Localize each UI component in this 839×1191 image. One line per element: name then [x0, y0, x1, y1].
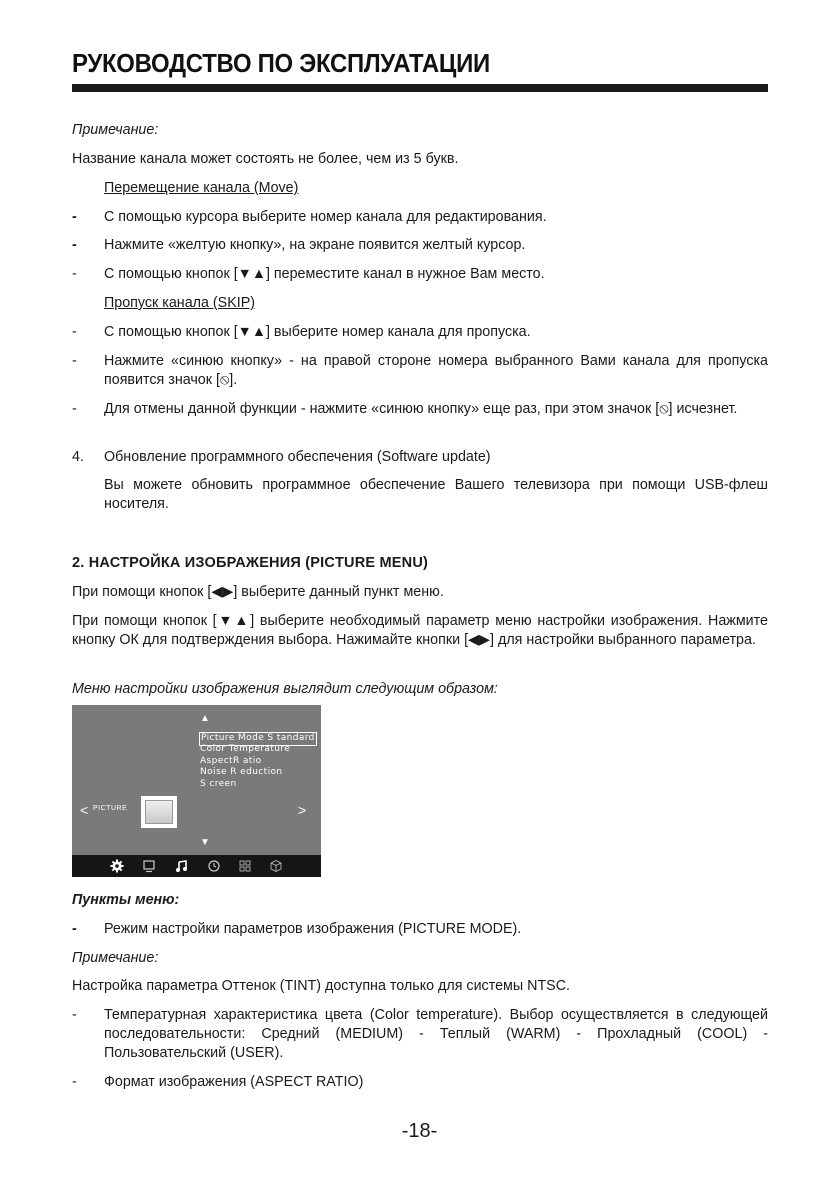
bullet: - — [72, 237, 77, 253]
bullet: - — [72, 1074, 77, 1090]
item4-title: Обновление программного обеспечения (Software update) — [104, 449, 491, 465]
list-item: Формат изображения (ASPECT RATIO) — [104, 1074, 364, 1090]
list-item: Для отмены данной функции - нажмите «синюю кнопку» еще раз, при этом значок [⦸] исчезнет. — [104, 401, 738, 417]
bullet: - — [72, 353, 77, 369]
list-item: Нажмите «желтую кнопку», на экране появится желтый курсор. — [104, 237, 526, 253]
section-paragraph: При помощи кнопок [◀▶] выберите данный пункт меню. — [72, 584, 444, 600]
header-rule — [72, 84, 768, 92]
bullet: - — [72, 1007, 77, 1023]
list-item: С помощью курсора выберите номер канала для редактирования. — [104, 209, 547, 225]
page-number: -18- — [401, 1120, 438, 1142]
list-item: С помощью кнопок [▼▲] переместите канал в нужное Вам место. — [104, 266, 545, 282]
gear-icon — [110, 859, 124, 873]
cube-icon — [269, 859, 283, 873]
left-arrow-icon: < — [80, 802, 89, 818]
menu-item-picture-mode: Picture Mode S tandard — [199, 732, 317, 746]
section-title: 2. НАСТРОЙКА ИЗОБРАЖЕНИЯ (PICTURE MENU) — [72, 555, 429, 571]
note-text: Настройка параметра Оттенок (TINT) доступна только для системы NTSC. — [72, 978, 571, 994]
menu-points-title: Пункты меню: — [72, 892, 180, 908]
skip-subtitle: Пропуск канала (SKIP) — [104, 295, 256, 311]
menu-icon-bar — [72, 855, 321, 877]
picture-menu-screenshot — [72, 705, 321, 877]
picture-label: PICTURE — [93, 805, 128, 812]
note-label: Примечание: — [72, 122, 159, 138]
right-arrow-icon: > — [298, 802, 307, 818]
bullet: - — [72, 401, 77, 417]
music-icon — [175, 859, 189, 873]
list-item: С помощью кнопок [▼▲] выберите номер канала для пропуска. — [104, 324, 531, 340]
picture-thumbnail-inner — [145, 800, 173, 824]
down-arrow-icon: ▼ — [200, 837, 210, 848]
note-text: Название канала может состоять не более, чем из 5 букв. — [72, 151, 459, 167]
menu-item-aspect-ratio: AspectR atio — [200, 755, 262, 766]
list-item: Температурная характеристика цвета (Color temperature). Выбор осуществляется в следующей последовательности: Средний (MEDIUM) - Теплый (WARM) - Прохладный (COOL) - Пользовательский (USER). — [104, 1007, 768, 1061]
bullet: - — [72, 209, 77, 225]
menu-item-color-temperature: Color Temperature — [200, 744, 291, 754]
up-arrow-icon: ▲ — [200, 713, 210, 724]
grid-icon — [238, 859, 252, 873]
item4-text: Вы можете обновить программное обеспечение Вашего телевизора при помощи USB-флеш носителя. — [104, 477, 768, 512]
list-item: Режим настройки параметров изображения (PICTURE MODE). — [104, 921, 522, 937]
menu-item-screen: S creen — [200, 778, 237, 789]
tv-icon — [142, 859, 156, 873]
item-number: 4. — [72, 449, 84, 465]
bullet: - — [72, 266, 77, 282]
clock-icon — [207, 859, 221, 873]
section-caption: Меню настройки изображения выглядит следующим образом: — [72, 681, 498, 697]
page-header: РУКОВОДСТВО ПО ЭКСПЛУАТАЦИИ — [72, 48, 490, 78]
section-paragraph: При помощи кнопок [▼▲] выберите необходимый параметр меню настройки изображения. Нажмите кнопку ОК для подтверждения выбора. Нажимайте кнопки [◀▶] для настройки выбранного параметра. — [72, 613, 768, 648]
bullet: - — [72, 324, 77, 340]
move-subtitle: Перемещение канала (Move) — [104, 180, 299, 196]
list-item: Нажмите «синюю кнопку» - на правой стороне номера выбранного Вами канала для пропуска появится значок [⦸]. — [104, 353, 768, 388]
note-label: Примечание: — [72, 950, 159, 966]
bullet: - — [72, 921, 77, 937]
menu-item-noise-reduction: Noise R eduction — [200, 767, 283, 777]
